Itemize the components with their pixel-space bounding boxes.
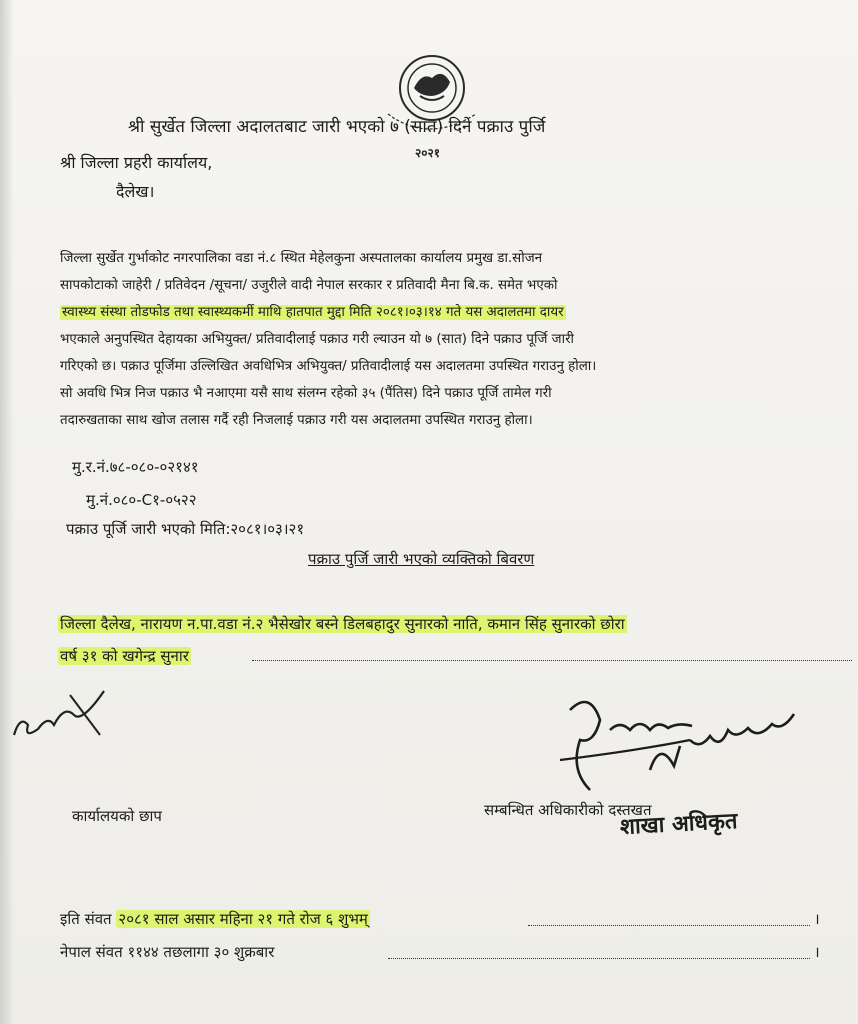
initial-signature-icon [10, 685, 110, 745]
dotted-fill-line [388, 958, 810, 959]
footer-date-highlight: २०८१ साल असार महिना २१ गते रोज ६ शुभम् [118, 910, 368, 928]
body-line: भएकाले अनुपस्थित देहायका अभियुक्त/ प्रतिवादीलाई पक्राउ गरी ल्याउन यो ७ (सात) दिने पक्राउ पूर्जि जारी [60, 332, 575, 347]
line-end-mark: । [814, 910, 820, 928]
line-end-mark: । [814, 943, 820, 961]
person-details-highlight: जिल्ला दैलेख, नारायण न.पा.वडा नं.२ भैसेखोर बस्ने डिलबहादुर सुनारको नाति, कमान सिंह सुनारको छोरा [60, 615, 625, 633]
issue-date: पक्राउ पूर्जि जारी भएको मिति:२०८१।०३।२१ [66, 520, 305, 538]
body-line: सापकोटाको जाहेरी / प्रतिवेदन /सूचना/ उजुरीले वादी नेपाल सरकार र प्रतिवादी मैना बि.क. समेत भएको [60, 278, 558, 293]
body-line: जिल्ला सुर्खेत गुर्भाकोट नगरपालिका वडा नं.८ स्थित मेहेलकुना अस्पतालका कार्यालय प्रमुख डा.सोजन [60, 251, 543, 266]
court-seal-icon [368, 44, 492, 164]
person-details-line [58, 614, 627, 634]
section-title: पक्राउ पुर्जि जारी भएको व्यक्तिको बिवरण [308, 550, 535, 568]
document-title: श्री सुर्खेत जिल्ला अदालतबाट जारी भएको ७ (सात) दिने पक्राउ पुर्जि [128, 117, 546, 137]
person-name-highlight: वर्ष ३१ को खगेन्द्र सुनार [60, 647, 189, 665]
person-name-line [58, 646, 191, 666]
dotted-fill-line [252, 660, 852, 661]
case-number: मु.नं.०८०-C१-०५२२ [86, 491, 197, 509]
body-highlight: स्वास्थ्य संस्था तोडफोड तथा स्वास्थ्यकर्मी माथि हातपात मुद्दा मिति २०८१।०३।१४ गते यस अदालतमा दायर [62, 305, 564, 320]
case-number-registration: मु.र.नं.७८-०८०-०२१४१ [72, 458, 199, 476]
official-signature-label: सम्बन्धित अधिकारीको दस्तखत [484, 801, 652, 819]
body-line-highlighted [60, 303, 566, 323]
dotted-fill-line [528, 925, 810, 926]
recipient-office: श्री जिल्ला प्रहरी कार्यालय, [60, 153, 213, 172]
recipient-city: दैलेख। [116, 182, 155, 201]
body-line: सो अवधि भित्र निज पक्राउ भै नआएमा यसै साथ संलग्न रहेको ३५ (पैंतिस) दिने पक्राउ पूर्जि तामेल गरी [60, 386, 552, 401]
body-line: तदारुखताका साथ खोज तलास गर्दै रही निजलाई पक्राउ गरी यस अदालतमा उपस्थित गराउनु होला। [60, 413, 533, 428]
official-signature-icon [540, 690, 840, 800]
body-line: गरिएको छ। पक्राउ पूर्जिमा उल्लिखित अवधिभित्र अभियुक्त/ प्रतिवादीलाई यस अदालतमा उपस्थित गराउनु होला। [60, 359, 597, 374]
office-seal-label: कार्यालयको छाप [72, 807, 162, 825]
officer-stamp: शाखा अधिकृत [619, 808, 739, 841]
footer-date-prefix: इति संवत [60, 910, 112, 928]
page-edge-shadow [0, 0, 14, 1024]
seal-caption: २०२१ [415, 146, 440, 160]
footer-date-vikram [60, 909, 370, 929]
footer-date-nepal-sambat: नेपाल संवत ११४४ तछलागा ३० शुक्रबार [60, 943, 275, 961]
